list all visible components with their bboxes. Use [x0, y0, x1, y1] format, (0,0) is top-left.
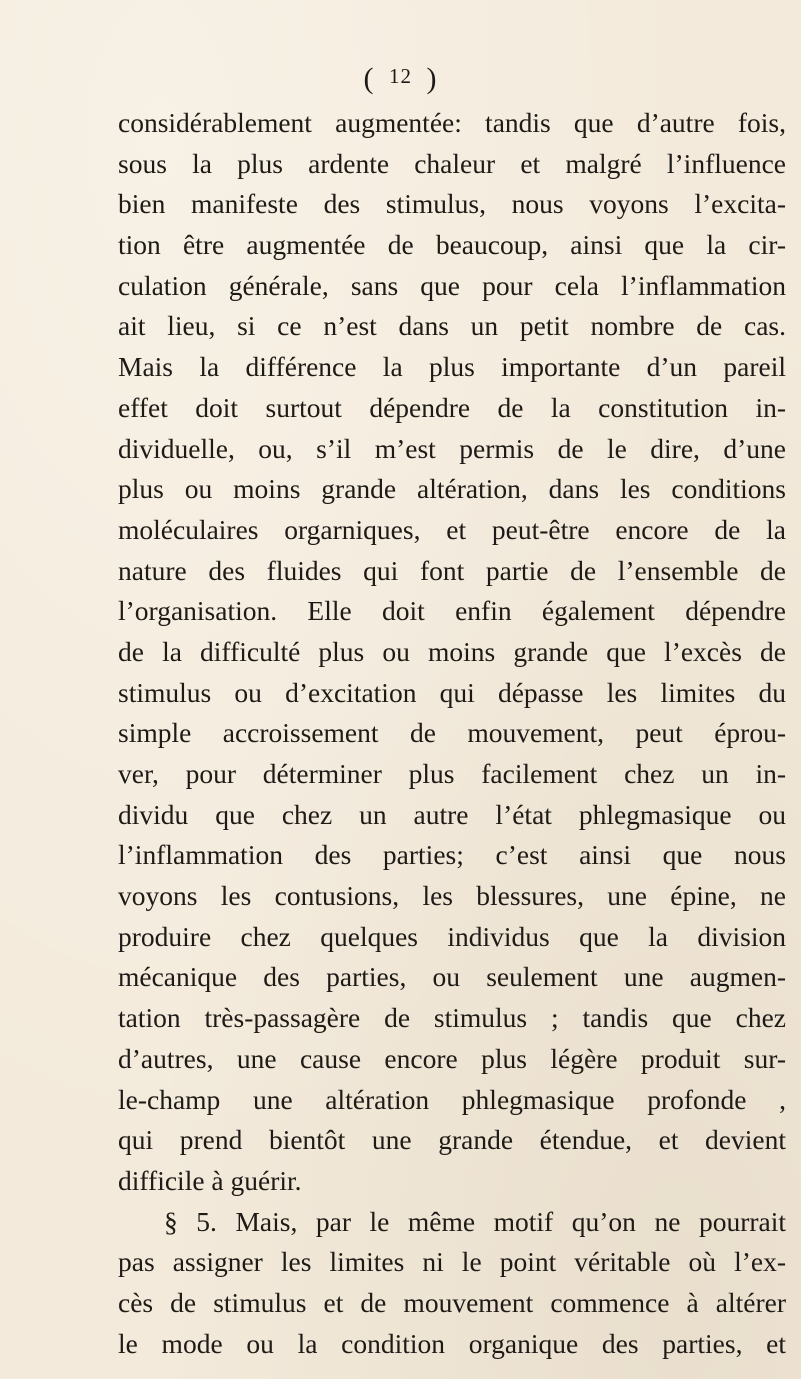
text-line: l’organisation. Elle doit enfin également dépendre: [118, 595, 786, 627]
text-line: qui prend bientôt une grande étendue, et devient: [118, 1124, 786, 1156]
text-line: considérablement augmentée: tandis que d’autre fois,: [118, 107, 786, 138]
text-line: effet doit surtout dépendre de la constitution in-: [118, 391, 786, 423]
text-line: sous la plus ardente chaleur et malgré l’influence: [118, 147, 786, 179]
text-line: simple accroissement de mouvement, peut éprou-: [118, 717, 786, 749]
text-line: pas assigner les limites ni le point véritable où l’ex-: [118, 1246, 786, 1278]
open-paren: (: [363, 62, 375, 95]
body-text: [118, 103, 786, 1364]
text-line: culation générale, sans que pour cela l’inflammation: [118, 269, 786, 301]
text-line: ver, pour déterminer plus facilement chez un in-: [118, 758, 786, 789]
text-line: nature des fluides qui font partie de l’ensemble de: [118, 554, 786, 586]
text-line: mécanique des parties, ou seulement une augmen-: [118, 961, 786, 993]
text-line: moléculaires orgarniques, et peut-être encore de la: [118, 513, 786, 545]
text-line: stimulus ou d’excitation qui dépasse les limites du: [118, 676, 786, 708]
text-line: plus ou moins grande altération, dans les conditions: [118, 473, 786, 505]
text-line: tation très-passagère de stimulus ; tandis que chez: [118, 1002, 786, 1034]
text-line: le-champ une altération phlegmasique profonde ,: [118, 1083, 786, 1115]
text-line: d’autres, une cause encore plus légère produit sur-: [118, 1042, 786, 1074]
text-line: cès de stimulus et de mouvement commence à altérer: [118, 1286, 786, 1318]
text-line: dividu que chez un autre l’état phlegmasique ou: [118, 798, 786, 830]
page-header: [0, 62, 801, 96]
text-line: dividuelle, ou, s’il m’est permis de le dire, d’une: [118, 432, 786, 464]
page-number: 12: [389, 64, 412, 88]
section-start-line: § 5. Mais, par le même motif qu’on ne pourrait: [164, 1205, 786, 1237]
close-paren: ): [426, 62, 438, 95]
text-line: le mode ou la condition organique des parties, et: [118, 1327, 786, 1359]
text-line: produire chez quelques individus que la division: [118, 920, 786, 952]
paragraph-end-line: difficile à guérir.: [118, 1164, 302, 1196]
text-line: tion être augmentée de beaucoup, ainsi que la cir-: [118, 229, 786, 261]
text-line: de la difficulté plus ou moins grande que l’excès de: [118, 635, 786, 667]
text-line: l’inflammation des parties; c’est ainsi que nous: [118, 839, 786, 871]
text-line: voyons les contusions, les blessures, une épine, ne: [118, 880, 786, 912]
text-line: Mais la différence la plus importante d’un pareil: [118, 351, 786, 383]
text-line: bien manifeste des stimulus, nous voyons l’excita-: [118, 188, 786, 220]
text-line: ait lieu, si ce n’est dans un petit nombre de cas.: [118, 310, 786, 342]
